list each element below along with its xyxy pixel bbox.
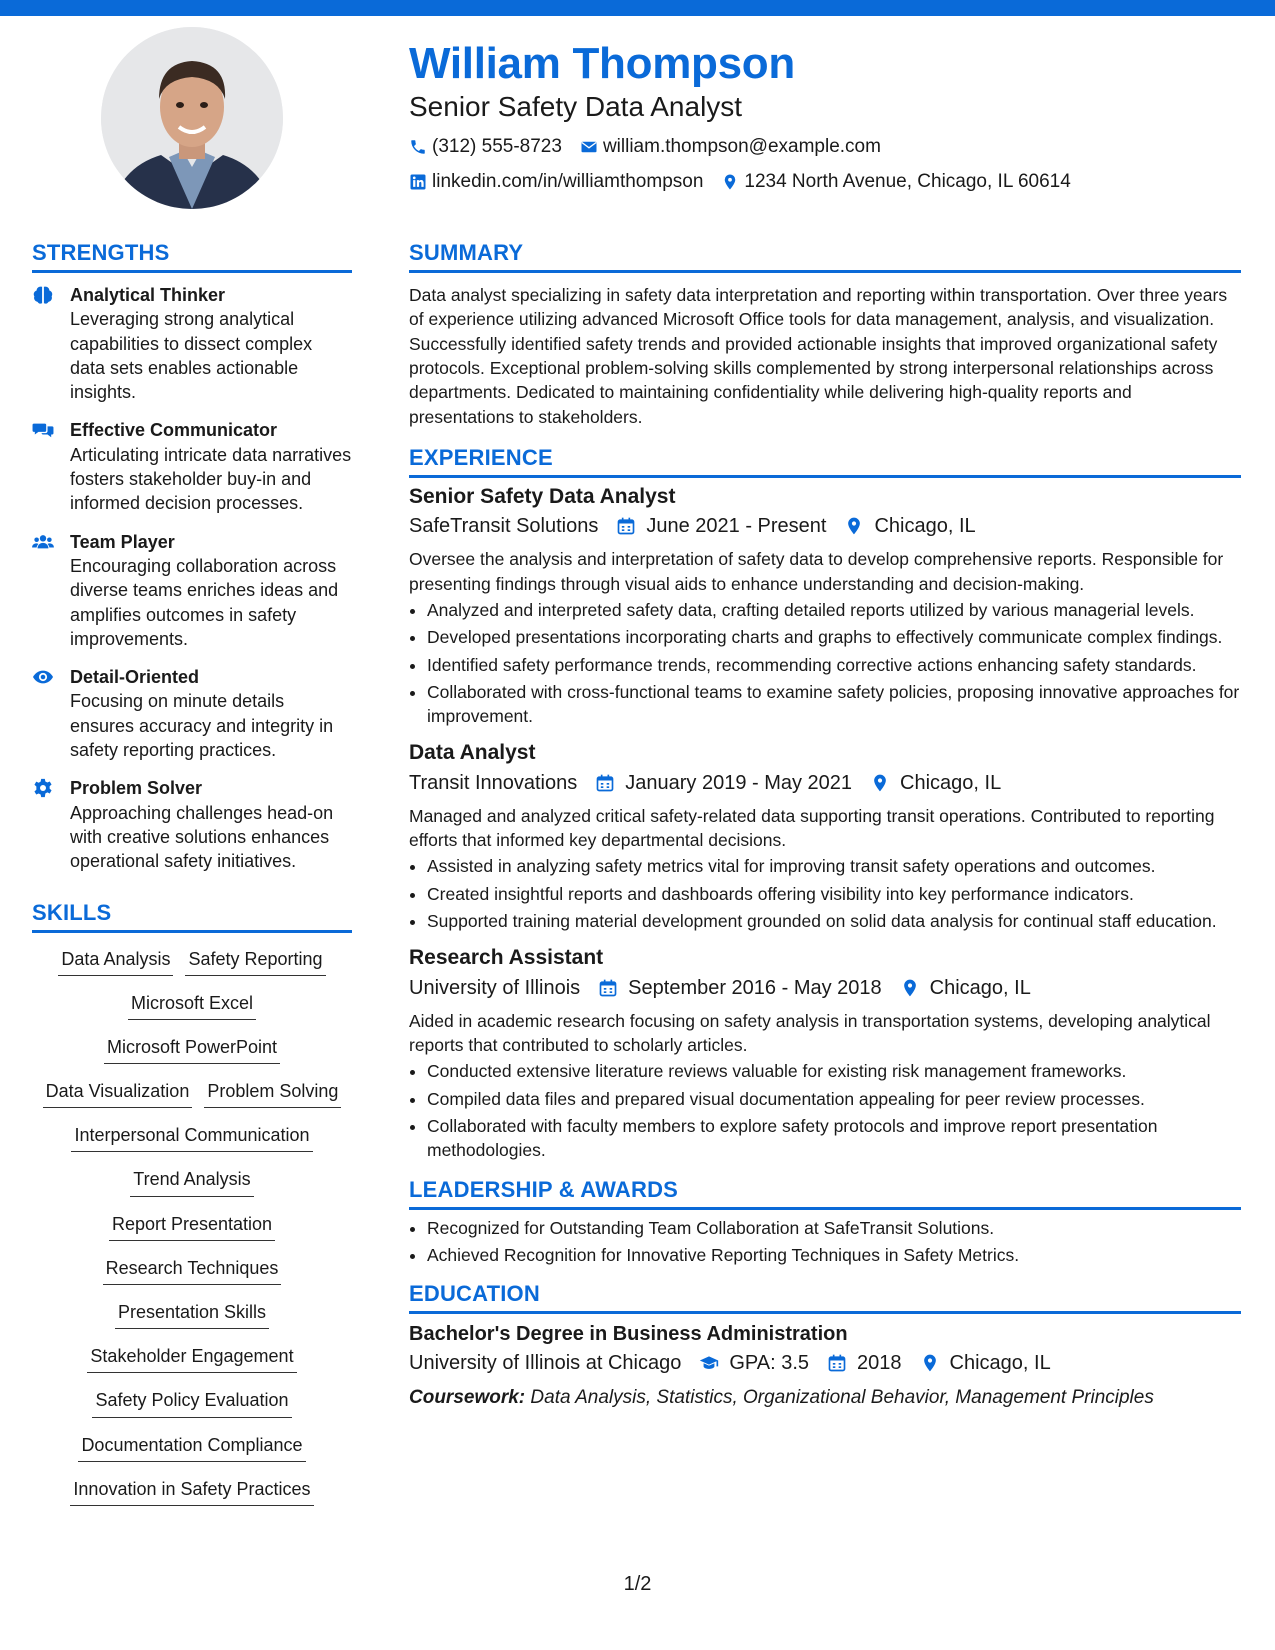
- job-location-item: [844, 511, 975, 541]
- skill-tag: Microsoft Excel: [128, 991, 256, 1020]
- job-bullet: • Identified safety performance trends, recommending corrective actions enhancing safety standards.: [427, 653, 1241, 677]
- page-number: 1/2: [623, 1573, 652, 1595]
- job-bullet: • Supported training material development grounded on solid data analysis for continual staff education.: [427, 909, 1241, 933]
- experience-heading: EXPERIENCE: [409, 445, 1241, 478]
- job-bullet: • Collaborated with cross-functional teams to examine safety policies, proposing innovative approaches for improvement.: [427, 680, 1241, 729]
- skill-row: [32, 1433, 352, 1462]
- education-heading: EDUCATION: [409, 1281, 1241, 1314]
- job-location: Chicago, IL: [929, 976, 1031, 999]
- calendar-icon: [827, 1353, 847, 1373]
- job-dates: January 2019 - May 2021: [625, 771, 853, 794]
- strength-title: Analytical Thinker: [70, 285, 226, 305]
- job-meta: [409, 768, 1241, 798]
- users-icon: [32, 530, 58, 554]
- brain-icon: [32, 283, 58, 307]
- awards-list: [409, 1216, 1241, 1268]
- address-text: 1234 North Avenue, Chicago, IL 60614: [744, 170, 1071, 192]
- grad-year: 2018: [857, 1352, 902, 1375]
- job-meta: [409, 973, 1241, 1003]
- address-item: [721, 169, 1070, 196]
- profile-photo: [101, 27, 283, 209]
- job-description: Oversee the analysis and interpretation of safety data to develop comprehensive reports. Responsible for presenting findings through visual aids to enhance understanding and decision-making.: [409, 549, 1224, 594]
- job-dates: June 2021 - Present: [646, 515, 827, 538]
- skill-row: [32, 1167, 352, 1196]
- phone-icon: [409, 138, 427, 156]
- linkedin-icon: [409, 173, 427, 191]
- strength-item: [32, 530, 352, 651]
- job-dates-item: [598, 973, 882, 1003]
- job-bullet: • Analyzed and interpreted safety data, crafting detailed reports utilized by various managerial levels.: [427, 598, 1241, 622]
- strength-title: Problem Solver: [70, 778, 203, 799]
- graduation-cap-icon: [699, 1353, 719, 1373]
- gear-icon: [32, 776, 58, 800]
- resume-header: [409, 40, 1229, 195]
- award-item: • Achieved Recognition for Innovative Reporting Techniques in Safety Metrics.: [427, 1243, 1241, 1267]
- job-company: SafeTransit Solutions: [409, 515, 599, 538]
- strength-desc: Encouraging collaboration across diverse teams enriches ideas and amplifies outcomes in safety improvements.: [70, 555, 339, 649]
- job-bullet: • Collaborated with faculty members to explore safety protocols and improve report presentation methodologies.: [427, 1114, 1241, 1163]
- job-bullets: [409, 854, 1241, 933]
- skill-tag: Interpersonal Communication: [71, 1123, 312, 1152]
- job-location-item: [900, 973, 1031, 1003]
- skill-tag: Stakeholder Engagement: [87, 1344, 296, 1373]
- skill-row: [32, 1212, 352, 1241]
- job-bullet: • Assisted in analyzing safety metrics vital for improving transit safety operations and outcomes.: [427, 854, 1241, 878]
- map-pin-icon: [870, 773, 890, 793]
- strength-item: [32, 776, 352, 873]
- skill-tag: Documentation Compliance: [78, 1433, 305, 1462]
- skill-tag: Data Analysis: [58, 947, 173, 976]
- job-entry: [409, 482, 1241, 729]
- skill-tag: Report Presentation: [109, 1212, 275, 1241]
- job-entry: [409, 943, 1241, 1162]
- award-item: • Recognized for Outstanding Team Collaboration at SafeTransit Solutions.: [427, 1216, 1241, 1240]
- job-description: Managed and analyzed critical safety-related data supporting transit operations. Contributed to reporting efforts that informed key departmental decisions.: [409, 805, 1215, 851]
- job-title: Senior Safety Data Analyst: [409, 484, 676, 508]
- job-description: Aided in academic research focusing on safety analysis in transportation systems, developing analytical reports that contributed to scholarly articles.: [409, 1010, 1211, 1056]
- job-dates-item: [616, 511, 826, 541]
- strength-desc: Leveraging strong analytical capabilities to dissect complex data sets enables actionable insights.: [70, 309, 313, 403]
- coursework-text: Data Analysis, Statistics, Organizational Behavior, Management Principles: [530, 1387, 1154, 1409]
- contact-row-1: [409, 134, 1229, 161]
- map-pin-icon: [920, 1353, 940, 1373]
- strength-desc: Approaching challenges head-on with creative solutions enhances operational safety initiatives.: [70, 802, 334, 872]
- job-location: Chicago, IL: [874, 515, 976, 538]
- email-item: [580, 134, 881, 161]
- contact-row-2: [409, 169, 1229, 196]
- strength-title: Effective Communicator: [70, 420, 278, 441]
- job-bullet: • Created insightful reports and dashboards offering visibility into key performance indicators.: [427, 882, 1241, 906]
- map-pin-icon: [900, 978, 920, 998]
- candidate-name: William Thompson: [409, 39, 795, 88]
- job-company: Transit Innovations: [409, 771, 578, 794]
- degree-title: Bachelor's Degree in Business Administration: [409, 1323, 848, 1346]
- strength-desc: Focusing on minute details ensures accuracy and integrity in safety reporting practices.: [70, 691, 334, 761]
- job-bullet: • Conducted extensive literature reviews valuable for existing risk management frameworks.: [427, 1059, 1241, 1083]
- skill-row: [32, 1477, 352, 1506]
- skill-tag: Presentation Skills: [115, 1300, 269, 1329]
- strengths-heading: STRENGTHS: [32, 240, 352, 273]
- calendar-icon: [616, 516, 636, 536]
- skill-tag: Data Visualization: [43, 1079, 193, 1108]
- skill-row: [32, 1123, 352, 1152]
- gpa-text: GPA: 3.5: [729, 1352, 810, 1375]
- skill-row: [32, 1256, 352, 1285]
- coursework-label: Coursework:: [409, 1387, 526, 1409]
- strength-title: Detail-Oriented: [70, 667, 200, 688]
- edu-location: Chicago, IL: [949, 1352, 1051, 1375]
- job-bullet: • Developed presentations incorporating charts and graphs to effectively communicate complex findings.: [427, 625, 1241, 649]
- eye-icon: [32, 665, 58, 689]
- right-column: [409, 240, 1241, 1413]
- skill-row: [32, 991, 352, 1020]
- skill-row: [32, 1035, 352, 1064]
- strength-item: [32, 418, 352, 515]
- skill-tag: Safety Policy Evaluation: [92, 1388, 291, 1417]
- skill-row: [32, 1300, 352, 1329]
- job-bullets: [409, 1059, 1241, 1162]
- phone-text[interactable]: (312) 555-8723: [432, 135, 562, 157]
- skill-tag: Safety Reporting: [185, 947, 325, 976]
- job-entry: [409, 738, 1241, 933]
- skill-row: [32, 947, 352, 976]
- job-company: University of Illinois: [409, 976, 581, 999]
- edu-location-item: [920, 1348, 1051, 1378]
- job-title: Data Analyst: [409, 741, 536, 765]
- email-text[interactable]: william.thompson@example.com: [602, 135, 881, 157]
- map-pin-icon: [721, 173, 739, 191]
- top-accent-bar: [0, 0, 1275, 16]
- strength-title: Team Player: [70, 531, 175, 552]
- grad-year-item: [827, 1348, 902, 1378]
- skill-tag: Problem Solving: [204, 1079, 341, 1108]
- job-bullet: • Compiled data files and prepared visual documentation appealing for peer review processes.: [427, 1087, 1241, 1111]
- linkedin-text[interactable]: linkedin.com/in/williamthompson: [432, 170, 704, 192]
- envelope-icon: [580, 138, 598, 156]
- education-meta: [409, 1348, 1241, 1378]
- strength-item: [32, 283, 352, 404]
- job-meta: [409, 511, 1241, 541]
- skill-tag: Microsoft PowerPoint: [104, 1035, 280, 1064]
- chat-bubbles-icon: [32, 418, 58, 442]
- job-location-item: [870, 768, 1001, 798]
- coursework-line: [409, 1384, 1241, 1413]
- candidate-role: Senior Safety Data Analyst: [409, 91, 743, 123]
- skill-row: [32, 1079, 352, 1108]
- calendar-icon: [595, 773, 615, 793]
- school-name: University of Illinois at Chicago: [409, 1352, 682, 1375]
- skill-row: [32, 1388, 352, 1417]
- strength-desc: Articulating intricate data narratives fosters stakeholder buy-in and informed decision processes.: [70, 444, 352, 514]
- phone-item: [409, 134, 562, 161]
- awards-heading: LEADERSHIP & AWARDS: [409, 1177, 1241, 1210]
- skill-row: [32, 1344, 352, 1373]
- gpa-item: [699, 1348, 809, 1378]
- job-dates-item: [595, 768, 852, 798]
- linkedin-item: [409, 169, 703, 196]
- job-bullets: [409, 598, 1241, 729]
- job-dates: September 2016 - May 2018: [628, 976, 882, 999]
- skills-heading: SKILLS: [32, 900, 352, 933]
- skill-tag: Innovation in Safety Practices: [70, 1477, 313, 1506]
- job-location: Chicago, IL: [900, 771, 1002, 794]
- left-column: [32, 240, 352, 1521]
- job-title: Research Assistant: [409, 946, 604, 970]
- summary-text: Data analyst specializing in safety data interpretation and reporting within transportation. Over three years of experience utilizing advanced Microsoft Office tools for data management, analysis, and visualization. Successfully identified safety trends and provided actionable insights that improved organizational safety protocols. Exceptional problem-solving skills complemented by strong interpersonal relationships across departments. Dedicated to maintaining confidentiality while delivering high-quality reports and presentations to stakeholders.: [409, 285, 1228, 427]
- strength-item: [32, 665, 352, 762]
- skills-list: [32, 947, 352, 1506]
- skill-tag: Research Techniques: [103, 1256, 282, 1285]
- calendar-icon: [598, 978, 618, 998]
- map-pin-icon: [844, 516, 864, 536]
- summary-heading: SUMMARY: [409, 240, 1241, 273]
- skill-tag: Trend Analysis: [130, 1167, 253, 1196]
